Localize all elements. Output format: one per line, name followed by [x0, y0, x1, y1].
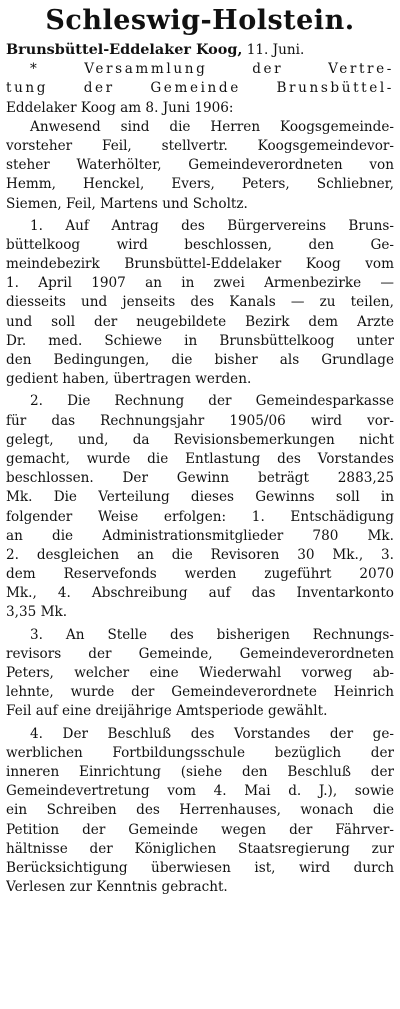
article-line: inneren Einrichtung (siehe den Beschluß der [6, 763, 394, 780]
article-line: Hemm, Henckel, Evers, Peters, Schliebner, [6, 176, 394, 193]
article-line: Berücksichtigung überwiesen ist, wird durch [6, 859, 394, 876]
article-line: vorsteher Feil, stellvertr. Koogsgemeindevor- [6, 137, 394, 154]
article-line: 3,35 Mk. [6, 604, 68, 621]
article-line: und soll der neugebildete Bezirk dem Arzte [6, 313, 394, 330]
article-line: diesseits und jenseits des Kanals — zu teilen, [6, 294, 394, 311]
article-line: Petition der Gemeinde wegen der Fährver- [6, 821, 394, 838]
article-line: Dr. med. Schiewe in Brunsbüttelkoog unter [6, 332, 394, 349]
article-line: Mk., 4. Abschreibung auf das Inventarkonto [6, 585, 394, 602]
dateline-place: Brunsbüttel-Eddelaker Koog, [6, 41, 243, 58]
article-line: gelegt, und, da Revisionsbemerkungen nicht [6, 431, 394, 448]
article-line: ein Schreiben des Herrenhauses, wonach die [6, 802, 394, 819]
article-line: tung der Gemeinde Brunsbüttel- [6, 80, 394, 97]
paragraph-item-2 [6, 392, 394, 622]
article-line: an die Administrationsmitglieder 780 Mk. [6, 527, 394, 544]
paragraph-item-1 [6, 217, 394, 390]
dateline [6, 40, 394, 59]
article-line: Eddelaker Koog am 8. Juni 1906: [6, 99, 234, 116]
article-line: Gemeindevertretung vom 4. Mai d. J.), sowie [6, 783, 394, 800]
headline: Schleswig-Holstein. [45, 5, 355, 36]
article-line: 2. Die Rechnung der Gemeindesparkasse [30, 393, 394, 410]
article-line: werblichen Fortbildungsschule bezüglich der [6, 744, 394, 761]
article-line: Anwesend sind die Herren Koogsgemeinde- [30, 118, 394, 135]
article-line: beschlossen. Der Gewinn beträgt 2883,25 [6, 470, 394, 487]
article-line: hältnisse der Königlichen Staatsregierung zur [6, 840, 394, 857]
article-line: 3. An Stelle des bisherigen Rechnungs- [30, 626, 394, 643]
article-line: büttelkoog wird beschlossen, den Ge- [6, 236, 394, 253]
article-line: 2. desgleichen an die Revisoren 30 Mk., 3. [6, 546, 394, 563]
article-line: gemacht, wurde die Entlastung des Vorstandes [6, 450, 394, 467]
article-line: 1. Auf Antrag des Bürgervereins Bruns- [30, 217, 394, 234]
article-line: steher Waterhölter, Gemeindeverordneten von [6, 157, 394, 174]
paragraph-intro [6, 60, 394, 118]
article-line: folgender Weise erfolgen: 1. Entschädigung [6, 508, 394, 525]
article-line: * Versammlung der Vertre- [30, 61, 394, 78]
paragraph-item-3 [6, 626, 394, 722]
article-line: Mk. Die Verteilung dieses Gewinns soll in [6, 489, 394, 506]
article-line: Peters, welcher eine Wiederwahl vorweg ab- [6, 665, 394, 681]
article-line: Feil auf eine dreijährige Amtsperiode gewählt. [6, 703, 328, 720]
article-line: dem Reservefonds werden zugeführt 2070 [6, 566, 394, 583]
article-line: den Bedingungen, die bisher als Grundlage [6, 352, 394, 368]
article-line: Verlesen zur Kenntnis gebracht. [6, 879, 228, 896]
article-line: 1. April 1907 an in zwei Armenbezirke — [6, 275, 394, 292]
article-line: 4. Der Beschluß des Vorstandes der ge- [30, 725, 394, 742]
newspaper-column [6, 0, 394, 1009]
article-line: gedient haben, übertragen werden. [6, 371, 252, 388]
paragraph-attendance [6, 118, 394, 214]
article-line: lehnte, wurde der Gemeindeverordnete Heinrich [6, 684, 394, 701]
article-line: revisors der Gemeinde, Gemeindeverordneten [6, 645, 394, 662]
article-line: meindebezirk Brunsbüttel-Eddelaker Koog vom [6, 256, 394, 273]
article-line: für das Rechnungsjahr 1905/06 wird vor- [6, 412, 394, 429]
article-line: Siemen, Feil, Martens und Scholtz. [6, 195, 248, 212]
dateline-date: 11. Juni. [246, 42, 305, 58]
paragraph-item-4 [6, 725, 394, 898]
article-body [6, 60, 394, 897]
